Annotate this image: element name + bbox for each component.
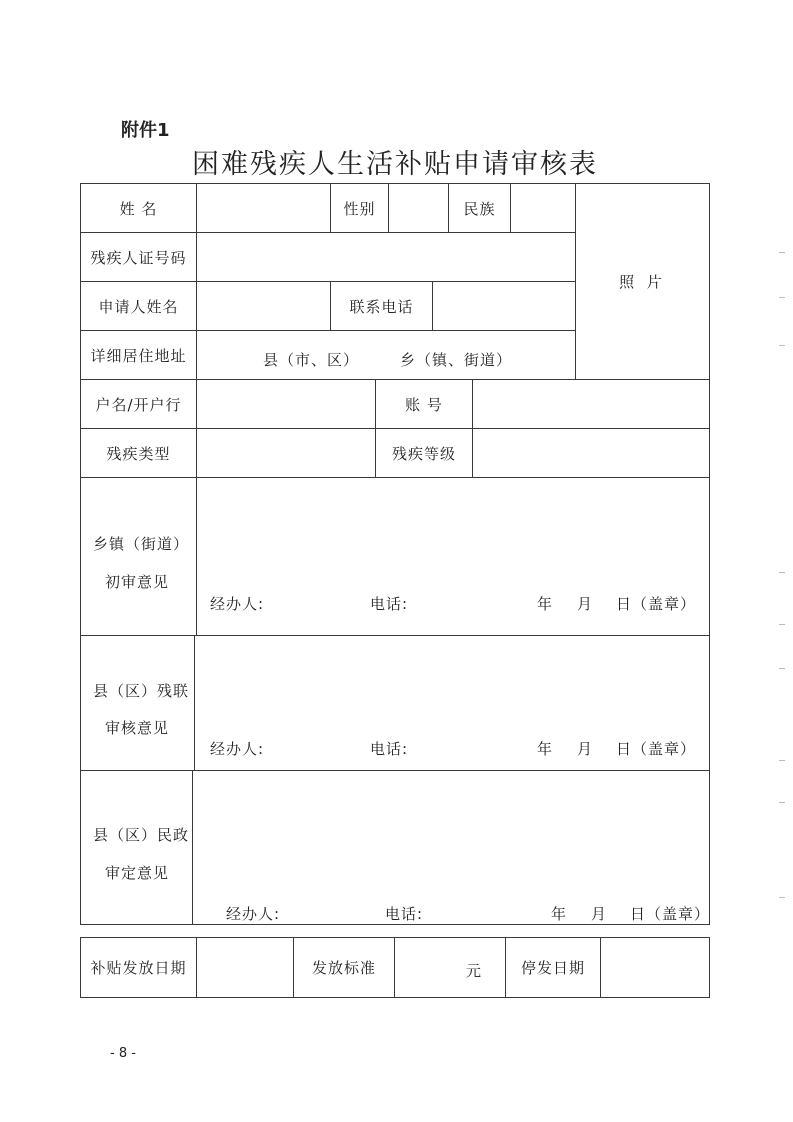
phone-input[interactable]	[433, 282, 575, 330]
scan-mark	[779, 897, 785, 898]
township-year-label: 年	[537, 595, 554, 613]
scan-mark	[779, 345, 785, 346]
dpf-handler-label: 经办人:	[210, 740, 265, 758]
page-number: - 8 -	[110, 1046, 136, 1061]
currency-unit-label: 元	[466, 962, 483, 980]
township-label: 乡（镇、街道）	[400, 351, 513, 369]
scan-mark	[779, 624, 785, 625]
disability-id-input[interactable]	[197, 233, 575, 281]
ethnicity-label: 民族	[463, 199, 496, 218]
stop-date-input[interactable]	[601, 938, 709, 997]
applicant-name-input[interactable]	[197, 282, 330, 330]
account-name-label: 户名/开户行	[95, 395, 182, 414]
scan-mark	[779, 572, 785, 573]
dpf-year-label: 年	[537, 740, 554, 758]
township-review-opinion-area[interactable]	[197, 478, 709, 586]
address-label: 详细居住地址	[90, 346, 187, 365]
standard-label: 发放标准	[311, 959, 376, 977]
ethnicity-input[interactable]	[511, 184, 575, 232]
name-input[interactable]	[197, 184, 330, 232]
dpf-review-label-line1: 县（区）残联	[93, 682, 190, 700]
township-review-label-line1: 乡镇（街道）	[93, 535, 190, 553]
scan-mark	[779, 252, 785, 253]
dpf-phone-label: 电话:	[370, 740, 409, 758]
civil-affairs-phone-label: 电话:	[385, 905, 424, 923]
scan-mark	[779, 297, 785, 298]
disability-type-label: 残疾类型	[106, 444, 171, 463]
scan-mark	[779, 668, 785, 669]
name-label: 姓 名	[119, 199, 158, 218]
account-name-input[interactable]	[197, 380, 375, 428]
civil-affairs-review-label-line2: 审定意见	[105, 864, 170, 882]
phone-label: 联系电话	[349, 297, 414, 316]
applicant-name-label: 申请人姓名	[98, 297, 179, 316]
civil-affairs-month-label: 月	[591, 905, 608, 923]
form-title: 困难残疾人生活补贴申请审核表	[192, 149, 598, 180]
county-label: 县（市、区）	[263, 351, 360, 369]
scan-mark	[779, 760, 785, 761]
township-handler-label: 经办人:	[210, 595, 265, 613]
township-month-label: 月	[577, 595, 594, 613]
civil-affairs-day-stamp-label: 日（盖章）	[630, 905, 711, 923]
gender-input[interactable]	[389, 184, 448, 232]
disability-level-input[interactable]	[473, 429, 709, 477]
dpf-review-label-line2: 审核意见	[105, 719, 170, 737]
stop-date-label: 停发日期	[520, 959, 585, 977]
dpf-month-label: 月	[577, 740, 594, 758]
township-review-label-line2: 初审意见	[105, 573, 170, 591]
dpf-review-opinion-area[interactable]	[195, 636, 709, 732]
civil-affairs-review-opinion-area[interactable]	[193, 771, 709, 896]
township-phone-label: 电话:	[370, 595, 409, 613]
disability-level-label: 残疾等级	[391, 444, 456, 463]
civil-affairs-review-label-line1: 县（区）民政	[93, 826, 190, 844]
disability-type-input[interactable]	[197, 429, 375, 477]
civil-affairs-year-label: 年	[551, 905, 568, 923]
dpf-day-stamp-label: 日（盖章）	[616, 740, 697, 758]
address-input[interactable]	[197, 331, 575, 379]
civil-affairs-handler-label: 经办人:	[226, 905, 281, 923]
attachment-label: 附件1	[121, 120, 170, 141]
gender-label: 性别	[343, 199, 376, 218]
standard-amount-input[interactable]	[395, 938, 465, 997]
scan-mark	[779, 802, 785, 803]
township-day-stamp-label: 日（盖章）	[616, 595, 697, 613]
issue-date-label: 补贴发放日期	[90, 959, 187, 977]
account-no-input[interactable]	[473, 380, 709, 428]
issue-date-input[interactable]	[197, 938, 293, 997]
disability-id-label: 残疾人证号码	[90, 248, 187, 267]
photo-box[interactable]: 照 片	[619, 273, 666, 291]
account-no-label: 账 号	[405, 395, 443, 414]
